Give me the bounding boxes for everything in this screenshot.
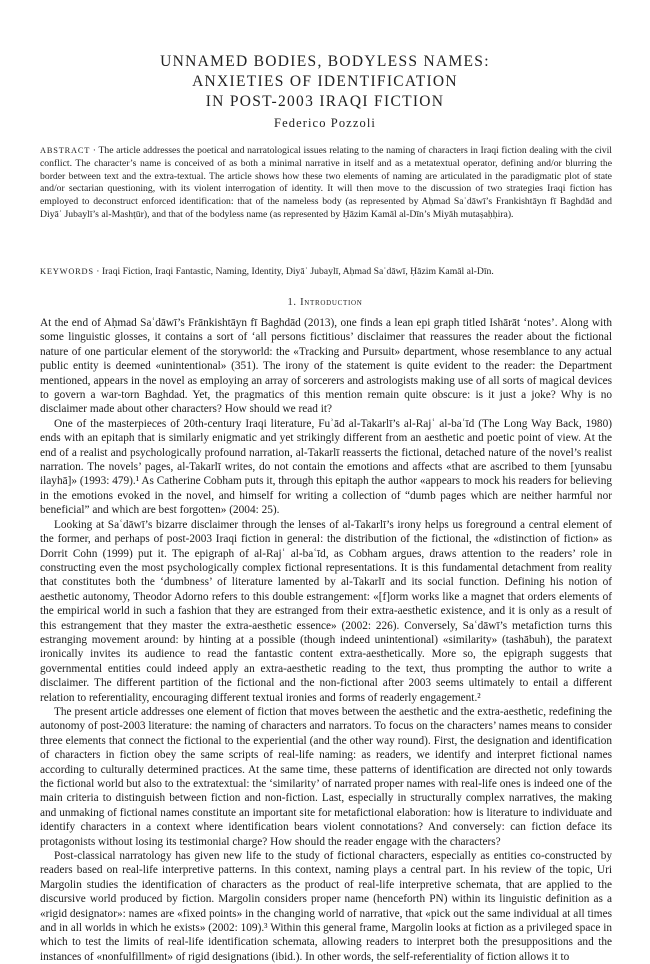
section-title: Introduction	[300, 297, 363, 308]
abstract-label: ABSTRACT	[40, 146, 91, 155]
author-name: Federico Pozzoli	[274, 116, 376, 130]
body-paragraph-5: Post-classical narratology has given new life to the study of fictional characters, especially as entities co-constructed by readers based on real-life interpretive patterns. In this context, naming plays a central part. In his review of the topic, Uri Margolin studies the identification of characters as the product of real-life interpretive schemata, that are applied to the discursive world produced by fiction. Margolin considers proper name (henceforth PN) within its linguistic definition as a «rigid designator»: names are «fixed points» in the changing world of narrative, that «pick out the same individual at all times and in all worlds in which he exists» (2002: 109).³ Within this general frame, Margolin looks at fiction as a privileged space in which to test the limits of real-life identification schemata, allowing readers to interpret both the presuppositions and the instances of «nonfulfillment» of rigid designations (ibid.). In other words, the self-referentiality of fiction allows it to	[40, 850, 612, 963]
body-paragraph-3: Looking at Saʿdāwī’s bizarre disclaimer through the lenses of al-Takarlī’s irony helps us foreground a central element of the former, and perhaps of post-2003 Iraqi fiction in general: the distribution of the fictional, the «distinction of fiction» as Dorrit Cohn (1999) put it. The epigraph of al-Rajʿ al-baʿīd, as Cobham argues, draws attention to the readers’ role in constructing even the most psychologically complex fictional representations. It is this fundamental detachment from reality that constitutes both the ‘dumbness’ of literature lamented by al-Takarlī and its social function. Defining his notion of aesthetic autonomy, Theodor Adorno refers to this double estrangement: «[f]orm works like a magnet that orders elements of the empirical world in such a fashion that they are estranged from their extra-aesthetic existence, and it is only as a result of this estrangement that they master the extra-aesthetic essence» (2002: 226). Conversely, Saʿdāwī’s metafiction turns this estranging movement around: by hinting at a possible (though indeed unintentional) «similarity» (tashābuh), the paratext ironically invites its audience to read the fantastic content extra-aesthetically. More so, the epigraph suggests that governmental entities could indeed apply an extra-aesthetic reading to the text, thus prompting the author to write a disclaimer. The different partition of the fictional and the non-fictional after 2003 seems ultimately to entail a different relation to referentiality, encouraging different textual ironies and forms of readerly engagement.²	[40, 518, 612, 704]
body-paragraph-1: At the end of Aḥmad Saʿdāwī’s Frānkishtāyn fī Baghdād (2013), one finds a lean epi graph titled Ishārāt ‘notes’. Along with some linguistic glosses, it contains a sort of ‘all persons fictitious’ disclaimer that reassures the reader about the fictional nature of one particular element of the storyworld: the «Tracking and Pursuit» department, whose resemblance to any actual public entity is deemed «unintentional» (351). The irony of the statement is quite evident to the reader: the Department mentioned, appears in the novel as employing an array of sorcerers and astrologists making use of all sorts of magical devices to govern a war-torn Baghdad. Yet, the pragmatics of this mention remain quite obscure: is it just a joke? Why is no disclaimer made about other characters? How should we read it?	[40, 317, 612, 416]
article-title-line-3: IN POST-2003 IRAQI FICTION	[205, 93, 445, 110]
article-title-line-2: ANXIETIES OF IDENTIFICATION	[192, 73, 458, 90]
abstract	[40, 145, 612, 222]
article-body	[40, 316, 612, 964]
abstract-separator: ·	[90, 145, 99, 156]
section-number: 1.	[287, 297, 297, 308]
keywords-separator: ·	[93, 266, 102, 277]
article-title-line-1: UNNAMED BODIES, BODYLESS NAMES:	[160, 53, 490, 70]
body-paragraph-2: One of the masterpieces of 20th-century Iraqi literature, Fuʾād al-Takarlī’s al-Rajʿ al-baʿīd (The Long Way Back, 1980) ends with an epitaph that is similarly enigmatic and yet strikingly different from an aesthetic and poetic point of view. At the end of a realist and psychologically profound narration, al-Takarlī reasserts the fictional, detached nature of the novel’s realist narration. The novels’ pages, al-Takarlī writes, do not contain the emotions and affects «that are ascribed to them [yunsabu ilayhā]» (1993: 479).¹ As Catherine Cobham puts it, through this epitaph the author «appears to mock his readers for believing in the emotions evoked in the novel, and himself for writing a collection of “dumb pages which are neither harmful nor beneficial” and which are best forgotten» (2004: 25).	[40, 417, 612, 517]
keywords-text: Iraqi Fiction, Iraqi Fantastic, Naming, Identity, Diyāʾ Jubaylī, Aḥmad Saʿdāwī, Ḥāzim Kamāl al-Dīn.	[101, 266, 494, 277]
abstract-text: The article addresses the poetical and narratological issues relating to the naming of characters in Iraqi fiction dealing with the civil conflict. The character’s name is conceived of as both a minimal narrative in itself and as a metatextual operator, defining and/or blurring the border between text and the extra-textual. The article shows how these two elements of naming are articulated in the paradigmatic plot of state and/or sectarian questioning, with its violent interrogation of identity. It will then move to the discussion of two strategies Iraqi fiction has employed to deconstruct enforced identification: that of the nameless body (as represented by Aḥmad Saʿdāwī’s Frankishtāyn fī Baghdād and Diyāʾ Jubaylī’s al-Mashṭūr), and that of the bodyless name (as represented by Ḥāzim Kamāl al-Dīn’s Miyāh mutaṣaḥḥira).	[40, 145, 613, 220]
body-paragraph-4: The present article addresses one element of fiction that moves between the aesthetic and the extra-aesthetic, redefining the autonomy of post-2003 literature: the naming of characters and narrators. To focus on the characters’ names means to consider three elements that connect the fictional to the experiential (and the other way round). First, the designation and identification of characters in fiction obey the same scripts of real-life naming: as readers, we identify and interpret fictional names according to culturally determined practices. At the same time, these patterns of identification are directed not only towards the fictional world but also to the extratextual: the ‘similarity’ of narrated proper names with real-life ones is indeed one of the main criteria to distinguish between fiction and non-fiction. Last, especially in structurally complex narratives, the making and unmaking of fictional names constitute an important site for metafictional elaboration: how is literature to individuate and identify characters in a context where identification bears violent connotations? And conversely: can fiction deface its protagonists without losing its testimonial charge? How should the reader engage with the characters?	[40, 705, 612, 848]
section-heading	[0, 297, 650, 308]
keywords-label: KEYWORDS	[40, 267, 94, 276]
keywords	[40, 266, 612, 279]
